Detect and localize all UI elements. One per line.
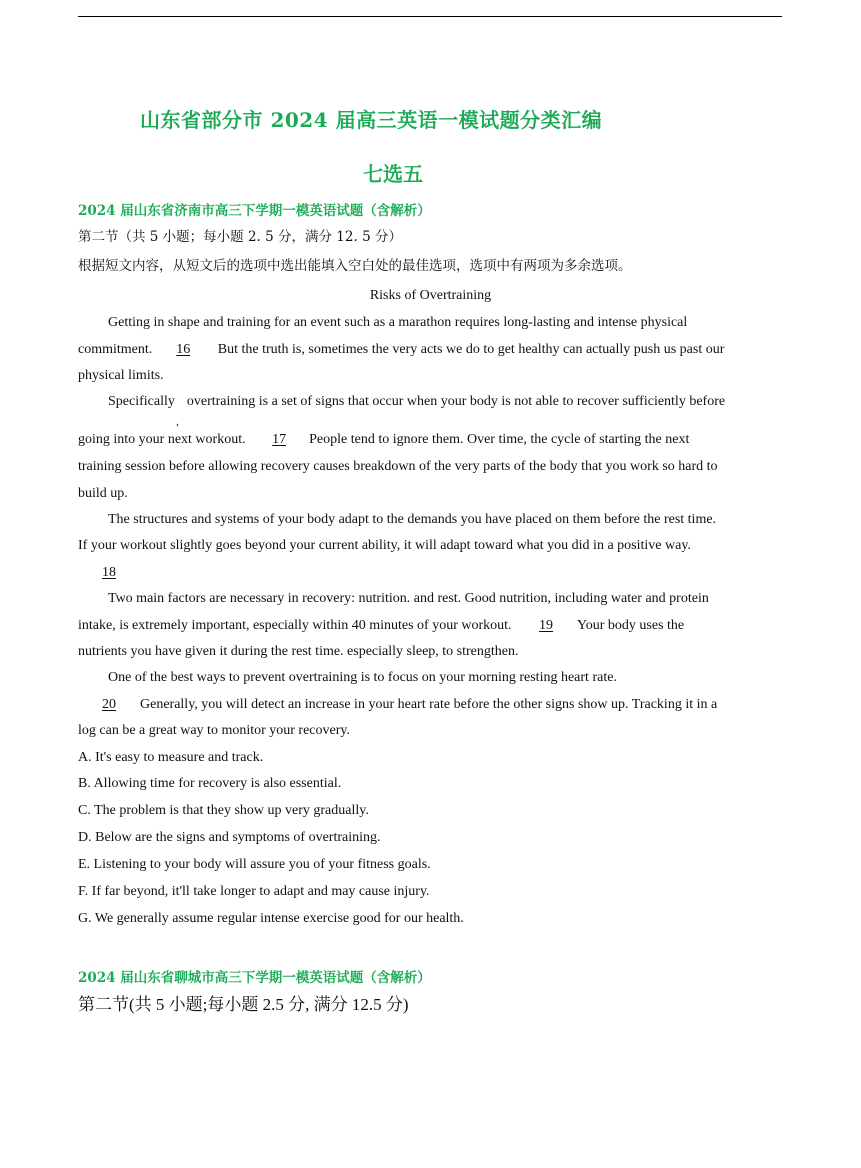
paragraph-2-line-4: build up. [78,486,128,501]
section-heading-jinan: 2024 届山东省济南市高三下学期一模英语试题（含解析） [78,203,431,219]
option-a: A. It's easy to measure and track. [78,750,264,765]
blank-20: 20 [102,697,116,712]
option-b: B. Allowing time for recovery is also essential. [78,776,342,791]
section-2-part-info: 第二节(共 5 小题;每小题 2.5 分, 满分 12.5 分) [78,995,409,1014]
paragraph-4-line-3: nutrients you have given it during the rest time. especially sleep, to strengthen. [78,644,519,659]
document-title: 山东省部分市 2024 届高三英语一模试题分类汇编 [140,108,603,132]
blank-16: 16 [176,342,191,357]
paragraph-2-line-1: Specifically ， overtraining is a set of signs that occur when your body is not able to recover sufficiently before [108,394,725,410]
paragraph-5-line-2: 20 Generally, you will detect an increase in your heart rate before the other signs show up. Tracking it in a [78,697,717,713]
paragraph-5-line-1: One of the best ways to prevent overtraining is to focus on your morning resting heart rate. [108,670,617,685]
paragraph-3-line-3 [78,565,140,581]
option-d: D. Below are the signs and symptoms of overtraining. [78,830,381,845]
paragraph-1-line-1: Getting in shape and training for an event such as a marathon requires long-lasting and intense physical [108,315,688,330]
blank-18: 18 [102,565,116,580]
section-part-info: 第二节（共 5 小题；每小题 2. 5 分，满分 12. 5 分） [78,229,402,245]
paragraph-2-line-2: going into your next workout. 17 People tend to ignore them. Over time, the cycle of starting the next [78,432,690,447]
option-c: C. The problem is that they show up very gradually. [78,803,369,818]
passage-title: Risks of Overtraining [369,288,492,303]
instruction-text: 根据短文内容，从短文后的选项中选出能填入空白处的最佳选项，选项中有两项为多余选项。 [78,258,632,274]
blank-19: 19 [539,618,554,633]
paragraph-4-line-1: Two main factors are necessary in recovery: nutrition. and rest. Good nutrition, including water and protein [108,591,709,606]
section-heading-liaocheng: 2024 届山东省聊城市高三下学期一模英语试题（含解析） [78,970,431,986]
option-f: F. If far beyond, it'll take longer to adapt and may cause injury. [78,884,430,899]
header-rule [78,16,782,17]
paragraph-3-line-1: The structures and systems of your body adapt to the demands you have placed on them before the rest time. [108,512,717,527]
paragraph-2-line-3: training session before allowing recovery causes breakdown of the very parts of the body that you work so hard to [78,459,718,474]
paragraph-5-line-3: log can be a great way to monitor your recovery. [78,723,350,738]
option-g: G. We generally assume regular intense exercise good for our health. [78,911,464,926]
paragraph-4-line-2: intake, is extremely important, especially within 40 minutes of your workout. 19 Your body uses the [78,618,685,633]
paragraph-3-line-2: If your workout slightly goes beyond your current ability, it will adapt toward what you did in a positive way. [78,538,691,553]
comma-mark: ， [175,417,186,428]
blank-17: 17 [272,432,287,447]
option-e: E. Listening to your body will assure you of your fitness goals. [78,857,431,872]
paragraph-1-line-3: physical limits. [78,368,164,383]
paragraph-1-line-2: commitment. 16 But the truth is, sometimes the very acts we do to get healthy can actually push us past our [78,342,725,357]
document-subtitle: 七选五 [363,162,423,186]
